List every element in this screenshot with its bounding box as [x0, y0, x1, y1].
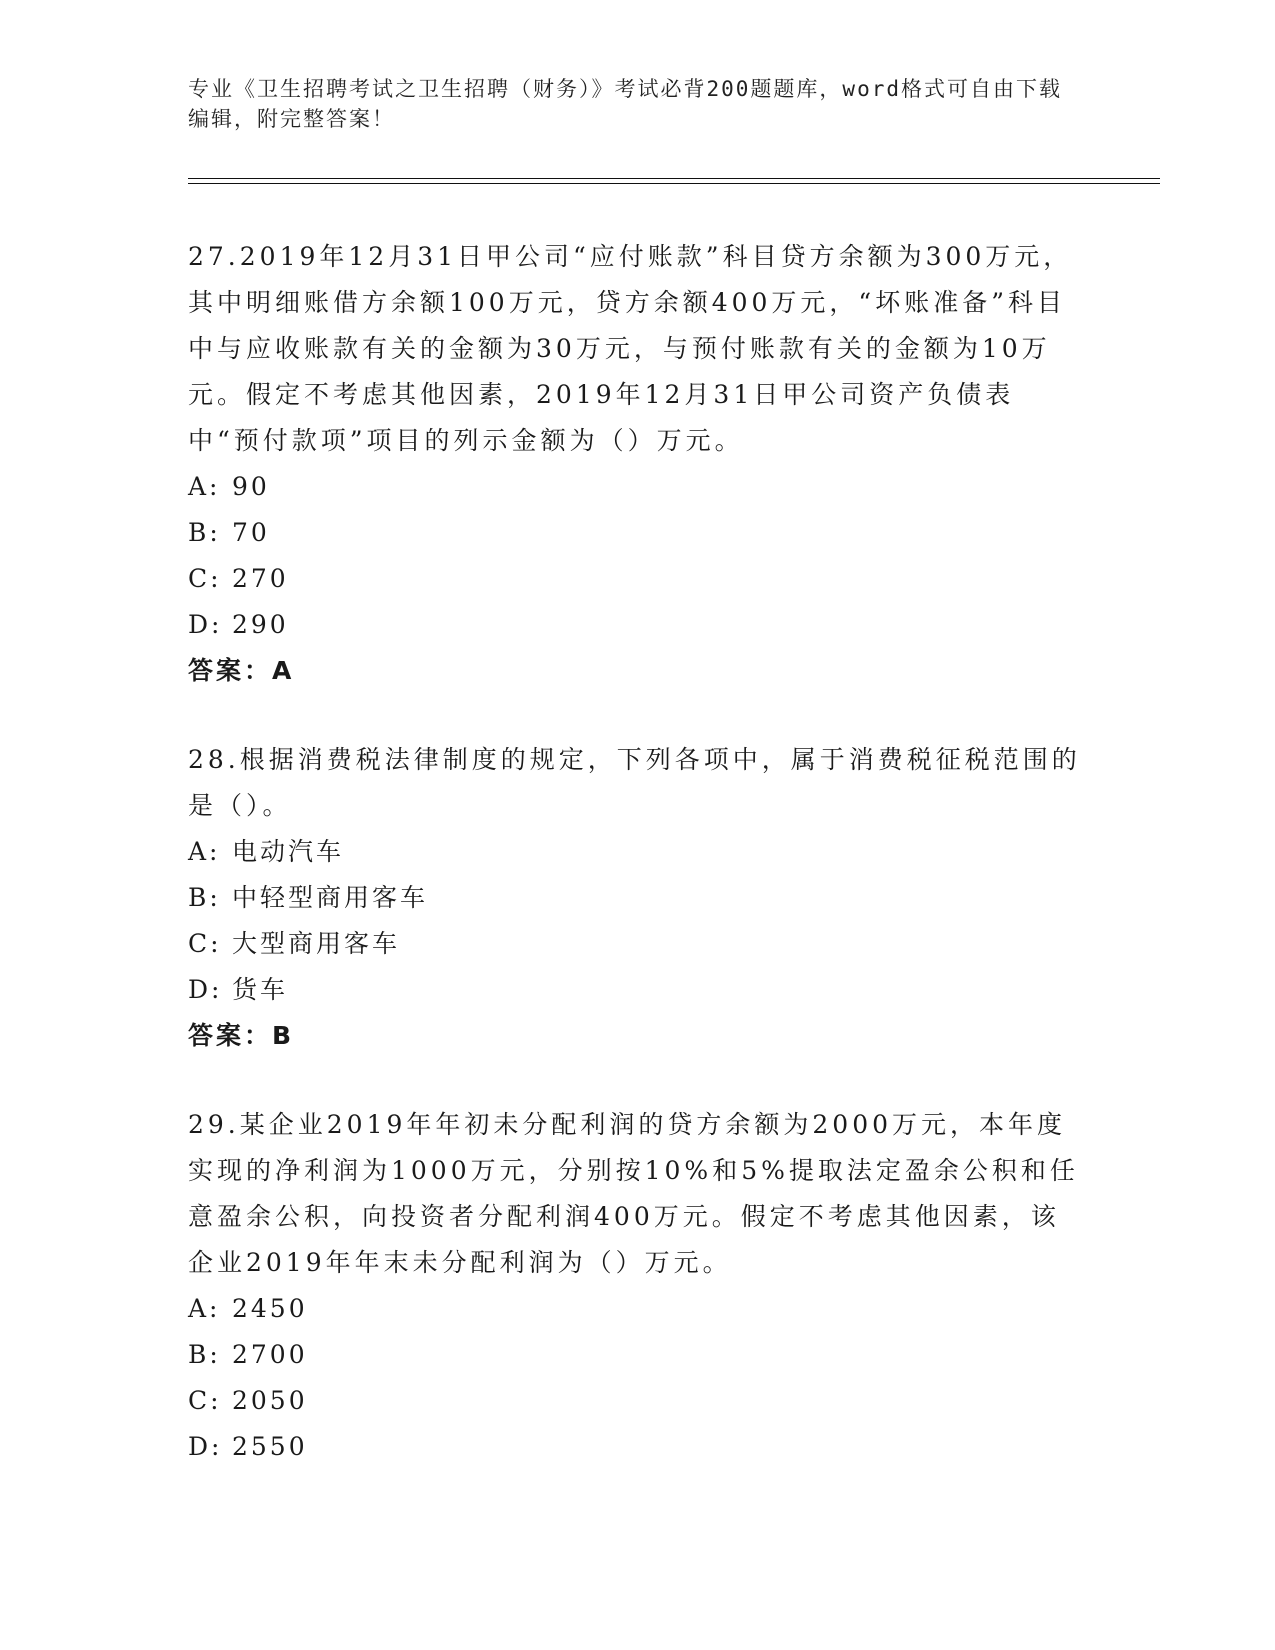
question-stem: 27.2019年12月31日甲公司“应付账款”科目贷方余额为300万元，其中明细账借方余额100万元，贷方余额400万元，“坏账准备”科目中与应收账款有关的金额为30万元，与预付账款有关的金额为10万元。假定不考虑其他因素，2019年12月31日甲公司资产负债表中“预付款项”项目的列示金额为（）万元。	[188, 242, 1073, 455]
option-text: 2700	[232, 1340, 308, 1369]
header-divider-bottom	[188, 183, 1160, 184]
option-d	[188, 1424, 1088, 1470]
option-d	[188, 967, 1088, 1013]
question-stem: 28.根据消费税法律制度的规定，下列各项中，属于消费税征税范围的是（）。	[188, 745, 1081, 820]
option-c	[188, 556, 1088, 602]
option-letter: C:	[188, 564, 222, 593]
option-letter: A:	[188, 472, 221, 501]
option-text: 大型商用客车	[232, 929, 401, 958]
option-letter: A:	[188, 837, 221, 866]
question-29	[188, 1102, 1088, 1470]
option-text: 2550	[232, 1432, 308, 1461]
option-text: 中轻型商用客车	[232, 883, 429, 912]
option-text: 70	[232, 518, 270, 547]
option-letter: D:	[188, 975, 223, 1004]
option-c	[188, 1378, 1088, 1424]
option-letter: B:	[188, 883, 221, 912]
option-d	[188, 602, 1088, 648]
option-text: 90	[232, 472, 270, 501]
question-28	[188, 737, 1088, 1059]
option-letter: B:	[188, 518, 221, 547]
option-text: 290	[232, 610, 289, 639]
question-27	[188, 234, 1088, 694]
answer-line: 答案：A	[188, 656, 295, 685]
option-b	[188, 875, 1088, 921]
option-letter: B:	[188, 1340, 221, 1369]
option-text: 2050	[232, 1386, 308, 1415]
option-b	[188, 510, 1088, 556]
option-letter: A:	[188, 1294, 221, 1323]
option-letter: D:	[188, 610, 223, 639]
question-stem: 29.某企业2019年年初未分配利润的贷方余额为2000万元，本年度实现的净利润为1000万元，分别按10%和5%提取法定盈余公积和任意盈余公积，向投资者分配利润400万元。假定不考虑其他因素，该企业2019年年末未分配利润为（）万元。	[188, 1110, 1079, 1277]
document-header: 专业《卫生招聘考试之卫生招聘（财务）》考试必背200题题库，word格式可自由下载编辑，附完整答案！	[188, 77, 1062, 131]
header-divider-top	[188, 178, 1160, 179]
option-text: 货车	[232, 975, 289, 1004]
option-letter: C:	[188, 929, 222, 958]
option-text: 270	[232, 564, 289, 593]
option-b	[188, 1332, 1088, 1378]
option-letter: D:	[188, 1432, 223, 1461]
option-text: 电动汽车	[232, 837, 345, 866]
option-a	[188, 829, 1088, 875]
option-a	[188, 464, 1088, 510]
option-a	[188, 1286, 1088, 1332]
option-text: 2450	[232, 1294, 308, 1323]
answer-line: 答案：B	[188, 1021, 295, 1050]
option-c	[188, 921, 1088, 967]
option-letter: C:	[188, 1386, 222, 1415]
